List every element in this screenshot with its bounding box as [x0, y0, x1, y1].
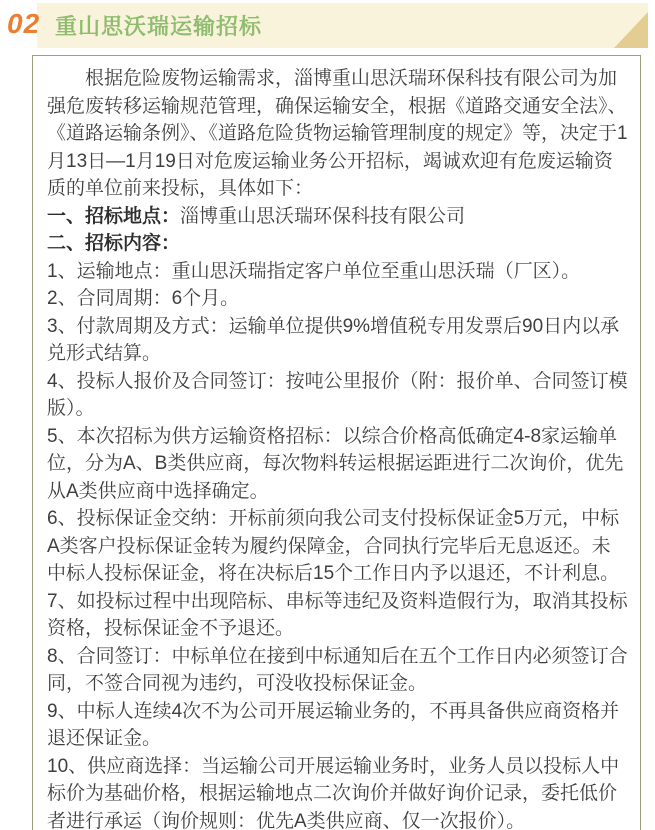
list-item: 7、如投标过程中出现陪标、串标等违纪及资料造假行为，取消其投标资格，投标保证金不予退还。 [47, 590, 628, 639]
notice-body [32, 55, 641, 830]
section-title-bar [37, 3, 648, 48]
list-item: 2、合同周期：6个月。 [47, 288, 240, 309]
section-1-value: 淄博重山思沃瑞环保科技有限公司 [180, 205, 466, 227]
section-number: 02 [7, 8, 41, 39]
intro-paragraph: 根据危险废物运输需求，淄博重山思沃瑞环保科技有限公司为加强危废转移运输规范管理，确保运输安全，根据《道路交通安全法》、《道路运输条例》、《道路危险货物运输管理制度的规定》等，决定于1月13日—1月19日对危废运输业务公开招标，竭诚欢迎有危废运输资质的单位前来投标，具体如下： [47, 68, 628, 199]
list-item: 1、运输地点：重山思沃瑞指定客户单位至重山思沃瑞（厂区）。 [47, 260, 581, 282]
section-1-heading [47, 203, 628, 231]
list-item: 6、投标保证金交纳：开标前须向我公司支付投标保证金5万元，中标A类客户投标保证金转为履约保障金，合同执行完毕后无息返还。未中标人投标保证金，将在决标后15个工作日内予以退还，不计利息。 [47, 508, 620, 584]
page-curl-icon [614, 12, 648, 48]
list-item: 5、本次招标为供方运输资格招标：以综合价格高低确定4-8家运输单位，分为A、B类供应商，每次物料转运根据运距进行二次询价，优先从A类供应商中选择确定。 [47, 425, 624, 502]
section-title: 重山思沃瑞运输招标 [55, 14, 263, 39]
list-item: 8、合同签订：中标单位在接到中标通知后在五个工作日内必须签订合同，不签合同视为违约，可没收投标保证金。 [47, 645, 628, 694]
list-item: 4、投标人报价及合同签订：按吨公里报价（附：报价单、合同签订模版）。 [47, 370, 628, 419]
section-2-heading [47, 230, 628, 258]
list-item: 9、中标人连续4次不为公司开展运输业务的，不再具备供应商资格并退还保证金。 [47, 700, 620, 749]
list-item: 3、付款周期及方式：运输单位提供9%增值税专用发票后90日内以承兑形式结算。 [47, 315, 620, 364]
list-item: 10、供应商选择：当运输公司开展运输业务时，业务人员以投标人中标价为基础价格，根据运输地点二次询价并做好询价记录，委托低价者进行承运（询价规则：优先A类供应商、仅一次报价）。 [47, 755, 620, 830]
section-1-label: 一、招标地点： [47, 205, 181, 227]
section-2-label: 二、招标内容： [47, 233, 181, 254]
bid-item-list [47, 258, 628, 830]
section-header [0, 3, 655, 48]
